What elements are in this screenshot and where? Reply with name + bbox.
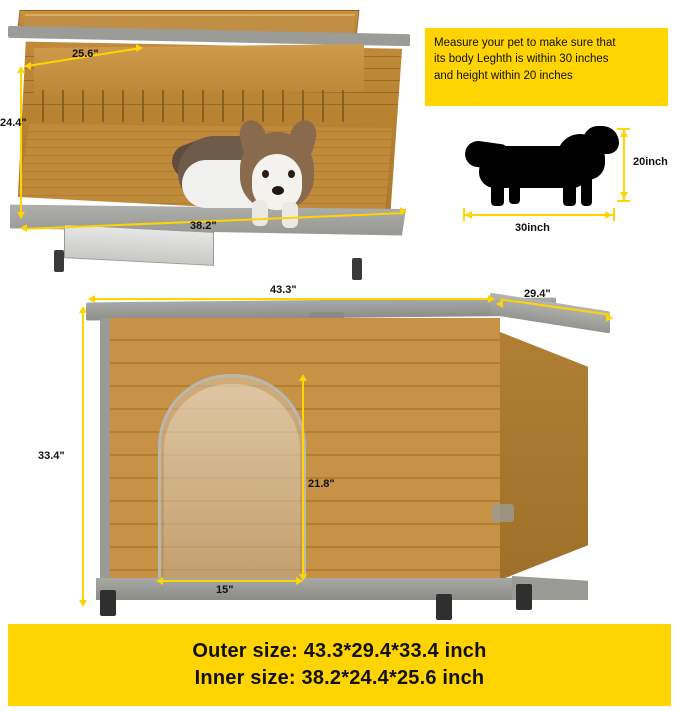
dim-line-dog-length <box>463 214 615 216</box>
leg-front-right <box>352 258 362 280</box>
dim-label-door-width: 15" <box>216 584 234 596</box>
brand-badge <box>492 504 514 522</box>
dim-label-top-depth: 25.6" <box>72 48 99 60</box>
dim-arrow-door-up <box>299 374 307 381</box>
outer-size-text: Outer size: 43.3*29.4*33.4 inch <box>192 640 487 662</box>
note-line-3: and height within 20 inches <box>434 69 573 82</box>
dim-line-overall-height <box>82 312 84 604</box>
note-line-2: its body Leghth is within 30 inches <box>434 53 609 66</box>
dim-arrow-dog-length-right <box>605 211 612 219</box>
note-line-1: Measure your pet to make sure that <box>434 37 616 49</box>
exterior-view-photo <box>38 284 630 622</box>
dim-line-top-width <box>94 298 494 300</box>
dim-arrow-dog-length-left <box>465 211 472 219</box>
dim-arrow-up <box>17 66 25 73</box>
inner-size-text: Inner size: 38.2*24.4*25.6 inch <box>194 667 485 689</box>
dim-line-door-width <box>160 580 302 582</box>
dim-label-door-height: 21.8" <box>308 478 335 490</box>
interior-view-photo <box>0 4 430 286</box>
dim-cap-dog-length-right <box>613 208 615 221</box>
dim-arrow-top-right <box>488 295 495 303</box>
dim-arrow-depth-left <box>496 300 503 308</box>
dim-cap-dog-height-bottom <box>617 200 630 202</box>
dim-arrow-right <box>136 44 143 52</box>
dim-label-bottom-width: 38.2" <box>190 220 217 232</box>
dim-arrow-right-2 <box>400 207 407 215</box>
dim-label-roof-depth: 29.4" <box>524 288 551 300</box>
dog-silhouette-icon <box>465 124 615 200</box>
dim-arrow-top-left <box>88 295 95 303</box>
dim-arrow-left-2 <box>20 224 27 232</box>
dim-arrow-height-down <box>79 600 87 607</box>
measure-note-box <box>425 28 668 106</box>
dim-label-overall-height: 33.4" <box>38 450 65 462</box>
leg-front-left <box>54 250 64 272</box>
side-wall <box>500 332 588 580</box>
dim-label-dog-height: 20inch <box>633 156 668 168</box>
dim-arrow-depth-right <box>606 314 613 322</box>
dim-label-left-depth: 24.4" <box>0 117 27 129</box>
dim-label-dog-length: 30inch <box>515 222 550 234</box>
dim-line-dog-height <box>623 128 625 200</box>
dim-arrow-down <box>17 212 25 219</box>
leg-center <box>436 594 452 620</box>
dog-in-house <box>178 114 328 232</box>
dim-arrow-dog-height-up <box>620 130 628 137</box>
dim-arrow-doorw-right <box>296 577 303 585</box>
leg-right <box>516 584 532 610</box>
dim-label-top-width: 43.3" <box>270 284 297 296</box>
dog-silhouette-diagram <box>455 118 668 248</box>
dim-arrow-left <box>24 62 31 70</box>
dim-arrow-doorw-left <box>156 577 163 585</box>
dim-line-left-depth <box>20 72 22 214</box>
dim-arrow-dog-height-down <box>620 192 628 199</box>
size-summary-banner <box>8 624 671 706</box>
dim-line-door-height <box>302 380 304 578</box>
dim-arrow-height-up <box>79 306 87 313</box>
leg-left <box>100 590 116 616</box>
door-flap <box>164 384 300 580</box>
